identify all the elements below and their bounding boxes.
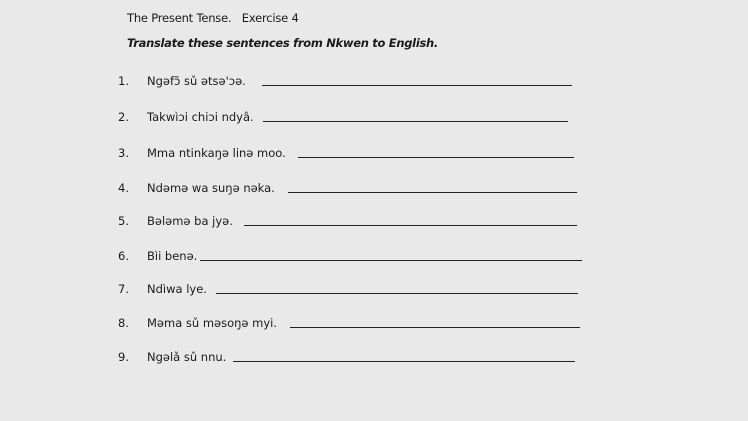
nkwen-sentence: Ndəmə wa suŋə nəka. — [147, 181, 275, 195]
answer-blank[interactable] — [216, 293, 578, 294]
item-number: 2. — [118, 110, 129, 124]
item-number: 1. — [118, 74, 129, 88]
answer-blank[interactable] — [290, 327, 580, 328]
answer-blank[interactable] — [244, 225, 577, 226]
nkwen-sentence: Takwìɔi chiɔi ndyâ. — [147, 110, 254, 124]
nkwen-sentence: Ngəlǎ sǔ nnu. — [147, 350, 227, 364]
item-number: 7. — [118, 282, 129, 296]
answer-blank[interactable] — [263, 121, 568, 122]
nkwen-sentence: Məma sǔ məsoŋə myi. — [147, 316, 278, 330]
lesson-title: The Present Tense. — [127, 11, 232, 25]
answer-blank[interactable] — [298, 157, 574, 158]
item-number: 5. — [118, 214, 129, 228]
nkwen-sentence: Bìi benə. — [147, 249, 198, 263]
nkwen-sentence: Ngəfɔ̃ sǔ ətsəꞌɔə. — [147, 74, 246, 88]
nkwen-sentence: Ndìwa lye. — [147, 282, 207, 296]
item-number: 4. — [118, 181, 129, 195]
instruction-text: Translate these sentences from Nkwen to English. — [127, 36, 438, 50]
answer-blank[interactable] — [288, 192, 577, 193]
answer-blank[interactable] — [262, 85, 572, 86]
item-number: 3. — [118, 146, 129, 160]
item-number: 9. — [118, 350, 129, 364]
item-number: 6. — [118, 249, 129, 263]
item-number: 8. — [118, 316, 129, 330]
nkwen-sentence: Mma ntinkaŋə linə moo. — [147, 146, 286, 160]
exercise-label: Exercise 4 — [241, 11, 299, 25]
worksheet-heading — [127, 11, 299, 25]
answer-blank[interactable] — [233, 361, 575, 362]
nkwen-sentence: Bələmə ba jyə. — [147, 214, 233, 228]
answer-blank[interactable] — [200, 260, 582, 261]
